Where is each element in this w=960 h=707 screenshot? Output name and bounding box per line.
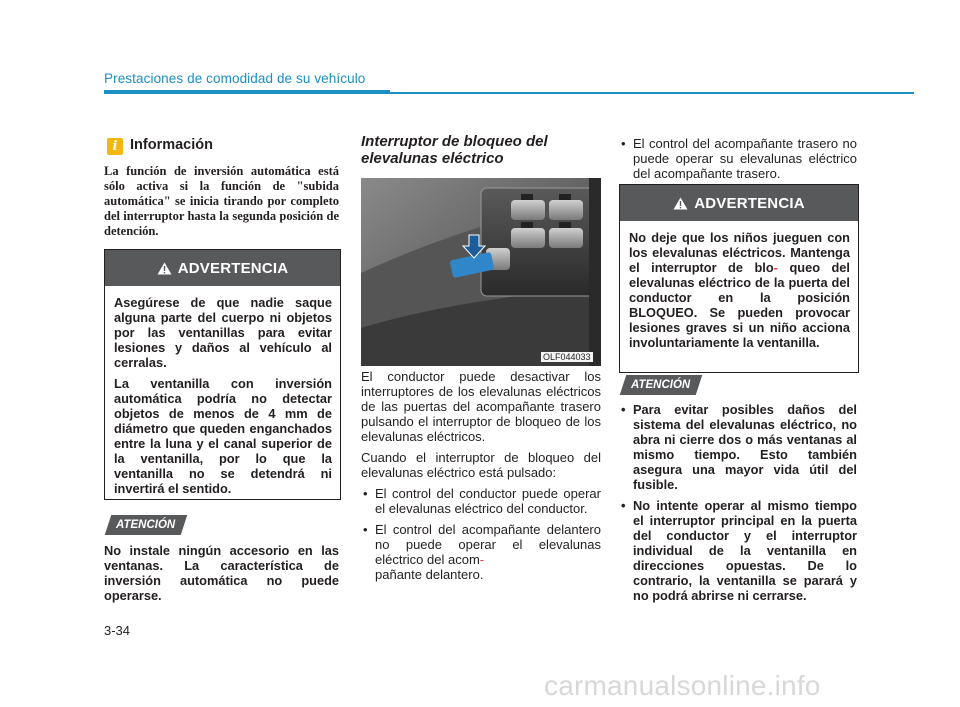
warning-header [620,185,858,221]
section-header-title: Prestaciones de comodidad de su vehículo [104,71,366,86]
bullet-list [361,486,601,582]
header-rule-thin [390,92,914,94]
warning-label: ADVERTENCIA [177,259,289,277]
section-body-continued [619,136,857,187]
list-item: • El control del conductor puede operar el elevalunas eléctrico del conductor. [361,486,601,516]
warning-text: queo del elevalunas eléctrico de la puerta del conductor en la posición BLOQUEO. Se pueden provocar lesiones graves si un niño acciona involuntariamente la ventanilla. [629,260,850,350]
warning-box-1 [104,249,341,500]
warning-paragraph [629,230,850,350]
warning-label: ADVERTENCIA [694,194,805,212]
warning-text: No deje que los niños jueguen con los elevalunas eléctricos. Mantenga el interruptor de blo [629,230,850,275]
page-number: 3-34 [104,623,131,638]
attention-badge [105,515,187,535]
header-rule-thick [104,90,390,94]
section-title: Interruptor de bloqueo del elevalunas eléctrico [361,133,548,167]
body-paragraph: Cuando el interruptor de bloqueo del elevalunas eléctrico está pulsado: [361,450,601,480]
window-switch-illustration [361,178,601,366]
warning-header [105,250,340,286]
list-item-text: El control del acompañante delantero no puede operar el elevalunas eléctrico del acom [375,522,601,567]
warning-triangle-icon [157,262,172,275]
body-paragraph: El conductor puede desactivar los interruptores de los elevalunas eléctricos de las puertas del acompañante trasero pulsando el interruptor de bloqueo de los elevalunas eléctricos. [361,369,601,444]
attention-list [619,402,857,609]
list-item: • Para evitar posibles daños del sistema del elevalunas eléctrico, no abra ni cierre dos o más ventanas al mismo tiempo. Esto también asegura una mayor vida útil del fusible. [619,402,857,492]
warning-paragraph: La ventanilla con inversión automática podría no detectar objetos de menos de 4 mm de diámetro que queden enganchados entre la luna y el canal superior de la ventanilla, por lo que la ventanilla no se detendrá ni invertirá el sentido. [114,376,332,496]
hyphen-mark: - [479,552,485,567]
attention-badge [620,375,702,395]
door-switch-photo [361,178,601,366]
attention-label: ATENCIÓN [116,519,176,531]
warning-box-2 [619,184,859,373]
attention-label: ATENCIÓN [631,379,691,391]
info-body: La función de inversión automática está sólo activa si la función de "subida automática" se inicia tirando por completo del interruptor hasta la segunda posición de detención. [104,164,339,238]
list-item: • El control del acompañante trasero no puede operar su elevalunas eléctrico del acompañante trasero. [619,136,857,181]
list-item [361,522,601,582]
list-item: • No intente operar al mismo tiempo el interruptor principal en la puerta del conductor y el interruptor individual de la ventanilla en direcciones opuestas. De lo contrario, la ventanilla se parará y no podrá abrirse ni cerrarse. [619,498,857,603]
info-icon: i [107,138,123,155]
section-body [361,369,601,588]
image-reference-code: OLF044033 [543,352,591,362]
list-item-text: pañante delantero. [375,567,484,582]
hyphen-mark: - [773,260,778,275]
attention-text: No instale ningún accesorio en las ventanas. La característica de inversión automática no puede operarse. [104,543,339,603]
warning-triangle-icon [673,197,688,210]
warning-paragraph: Asegúrese de que nadie saque alguna parte del cuerpo ni objetos por las ventanillas para evitar lesiones y daños al vehículo al cerralas. [114,295,332,370]
info-title: Información [130,137,213,153]
watermark: carmanualsonline.info [544,670,821,701]
